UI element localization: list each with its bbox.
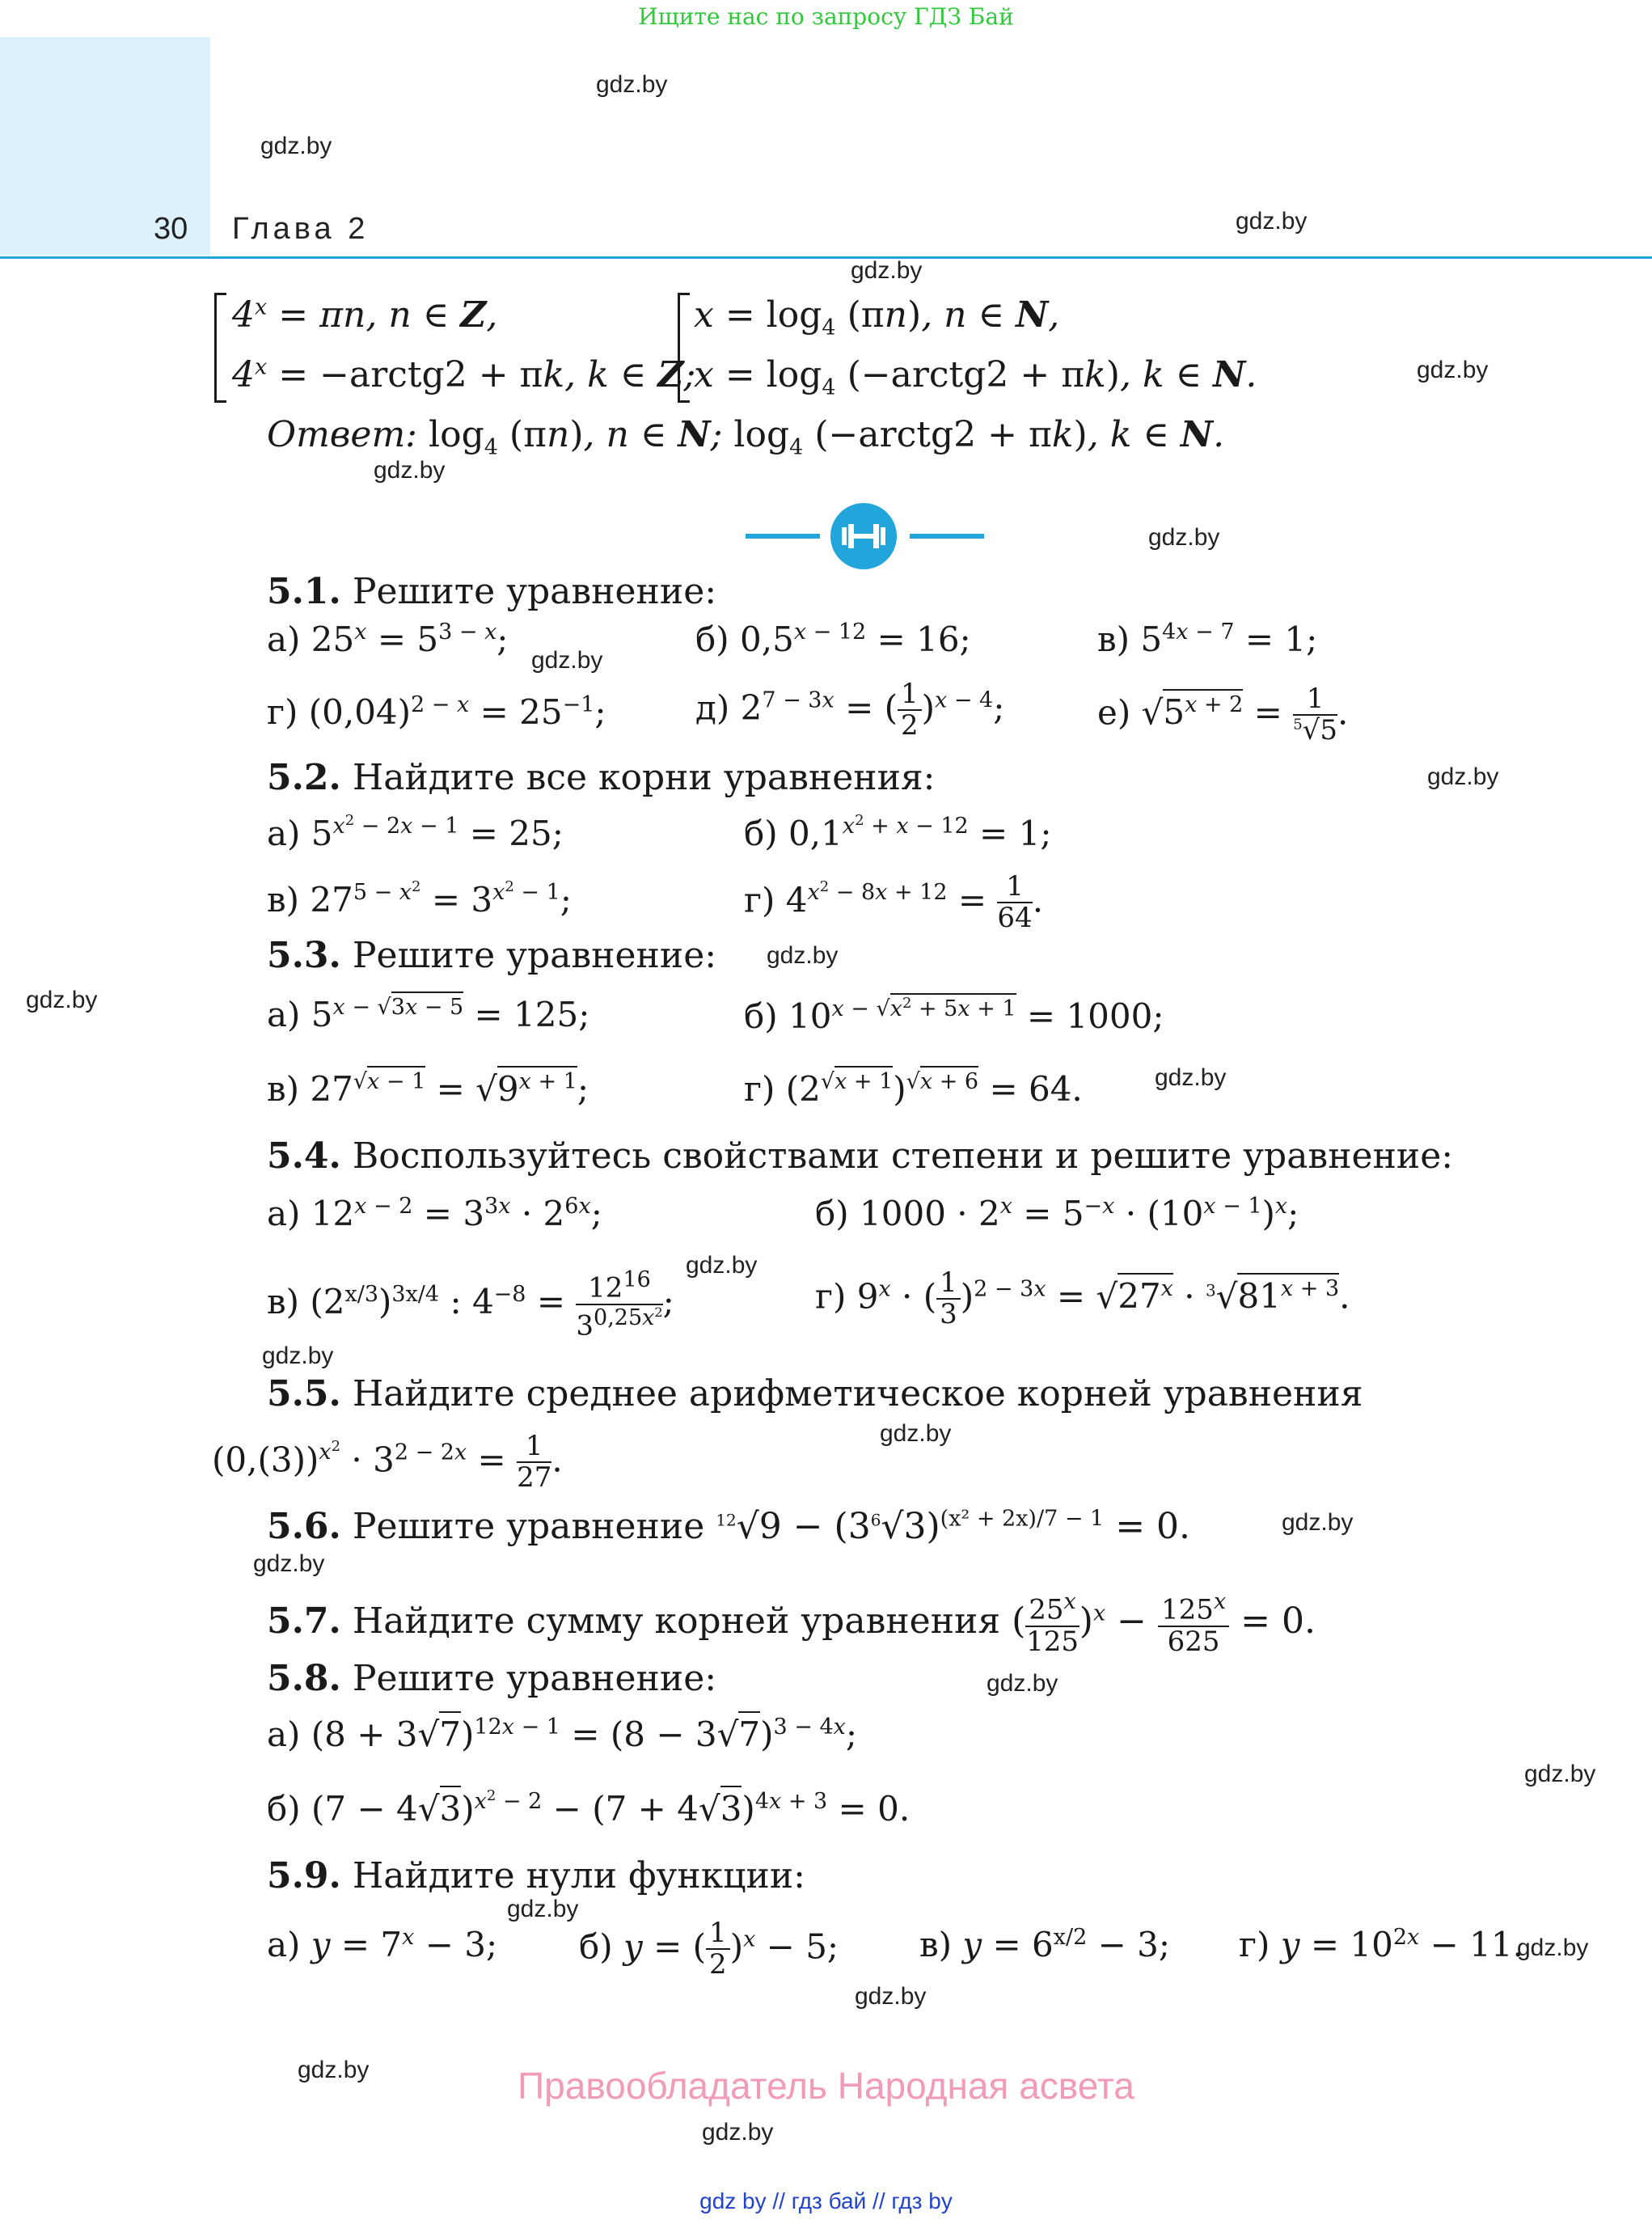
task-5-5-equation: $(0,(3))^{x^2} \cdot 3^{2 - 2x}$ = $\frac{1}{27}$ .: [212, 1430, 563, 1495]
task-5-9-v: в) $y = 6^{x/2} - 3$;: [919, 1925, 1171, 1964]
watermark: gdz.by: [596, 71, 668, 98]
task-5-1-b: б) $0,5^{x - 12} = 16$;: [695, 619, 971, 659]
watermark: gdz.by: [767, 942, 839, 969]
system-right-line1: $x = \log_4 (\pi n)$, n ∈ N,: [694, 294, 1060, 340]
task-5-4-heading: 5.4. Воспользуйтесь свойствами степени и решите уравнение:: [267, 1135, 1454, 1177]
watermark: gdz.by: [507, 1896, 579, 1922]
task-5-2-g: г) $4^{x^2 - 8x + 12}$ = $\frac{1}{64}$ .: [744, 870, 1044, 935]
copyright-notice: Правообладатель Народная асвета: [518, 2065, 1134, 2107]
watermark: gdz.by: [851, 257, 923, 284]
task-5-4-b: б) $1000 \cdot 2^x = 5^{-x} \cdot (10^{x - 1})^x$;: [815, 1194, 1299, 1233]
watermark: gdz.by: [880, 1420, 952, 1447]
task-5-8-a: а) $(8 + 3√7)^{12x - 1} = (8 - 3√7)^{3 - 4x}$;: [267, 1715, 857, 1754]
task-5-9-b: б) y = ( $\frac{1}{2}$ )$^x$ − 5;: [579, 1917, 839, 1981]
task-5-9-g: г) $y = 10^{2x} - 11$.: [1239, 1925, 1523, 1964]
answer-label: Ответ:: [267, 414, 417, 455]
task-5-2-v: в) $27^{5 - x^2} = 3^{x^2 - 1}$;: [267, 878, 572, 920]
task-5-5-heading: 5.5. Найдите среднее арифметическое корней уравнения: [267, 1373, 1363, 1414]
left-bracket: [214, 293, 226, 403]
watermark: gdz.by: [1517, 1934, 1589, 1961]
page-number: 30: [154, 212, 188, 246]
task-5-3-b: б) $10^{x - √x^2 + 5x + 1} = 1000$;: [744, 995, 1164, 1036]
watermark: gdz.by: [1236, 208, 1308, 235]
task-5-1-heading: 5.1. Решите уравнение:: [267, 571, 717, 612]
dumbbell-icon: [830, 503, 897, 569]
watermark: gdz.by: [253, 1550, 325, 1577]
task-5-4-g: г) $9^x$ · ( $\frac{1}{3}$ )$^{2 - 3x} = √27^x \cdot ^3√81^{x + 3}$.: [815, 1266, 1350, 1331]
watermark: gdz.by: [374, 457, 446, 484]
task-5-3-heading: 5.3. Решите уравнение:: [267, 935, 717, 976]
task-5-3-g: г) $(2^{√x + 1})^{√x + 6} = 64$.: [744, 1069, 1083, 1109]
task-5-1-v: в) $5^{4x - 7} = 1$;: [1097, 619, 1318, 659]
header-rule: [0, 256, 1652, 259]
task-5-2-b: б) $0,1^{x^2 + x - 12} = 1$;: [744, 812, 1052, 853]
watermark: gdz.by: [298, 2057, 370, 2083]
system-left-line1: 4$^x$ = πn, n ∈ Z,: [232, 294, 498, 336]
watermark: gdz.by: [855, 1983, 927, 2010]
bottom-links[interactable]: gdz by // гдз бай // гдз by: [699, 2188, 953, 2213]
task-5-1-d: д) $2^{7 - 3x}$ = ( $\frac{1}{2}$ )$^{x - 4}$;: [695, 678, 1005, 742]
task-5-9-a: а) $y = 7^x - 3$;: [267, 1925, 498, 1964]
task-5-4-a: а) $12^{x - 2} = 3^{3x} \cdot 2^{6x}$;: [267, 1194, 602, 1233]
watermark: gdz.by: [531, 647, 603, 674]
task-5-8-heading: 5.8. Решите уравнение:: [267, 1658, 717, 1699]
watermark: gdz.by: [26, 987, 98, 1013]
task-5-3-v: в) $27^{√x - 1} = √9^{x + 1}$;: [267, 1069, 589, 1109]
top-banner[interactable]: Ищите нас по запросу ГДЗ Бай: [638, 3, 1014, 30]
divider-line-right: [910, 534, 984, 539]
answer-line: Ответ: $\log_4 (\pi n)$, n ∈ N; $\log_4$ (−arctg2 + πk), k ∈ N.: [267, 414, 1225, 460]
task-5-2-heading: 5.2. Найдите все корни уравнения:: [267, 757, 936, 798]
watermark: gdz.by: [1155, 1064, 1227, 1091]
watermark: gdz.by: [987, 1670, 1058, 1697]
task-5-2-a: а) $5^{x^2 - 2x - 1} = 25$;: [267, 812, 564, 853]
task-5-1-e: е) $√5^{x + 2}$ = $\frac{1}{^5√5}$ .: [1097, 683, 1349, 747]
divider-line-left: [746, 534, 820, 539]
watermark: gdz.by: [262, 1342, 334, 1369]
system-right-line2: $x = \log_4$ (−arctg2 + πk), k ∈ N.: [694, 354, 1257, 400]
watermark: gdz.by: [260, 133, 332, 159]
watermark: gdz.by: [1427, 763, 1499, 790]
watermark: gdz.by: [702, 2119, 774, 2146]
task-5-4-v: в) $(2^{x/3})^{3x/4}$ : $4^{-8}$ = $\frac{12^{16}}{3^{0,25x^2}}$ ;: [267, 1267, 674, 1342]
task-5-9-heading: 5.9. Найдите нули функции:: [267, 1855, 805, 1896]
watermark: gdz.by: [1524, 1761, 1596, 1787]
task-5-1-a: а) $25^x = 5^{3 - x}$;: [267, 619, 509, 659]
task-5-7: 5.7. Найдите сумму корней уравнения ( $\frac{25^x}{125}$ )$^x$ − $\frac{125^x}{625}$ = 0.: [267, 1589, 1316, 1658]
chapter-title: Глава 2: [232, 212, 370, 246]
watermark: gdz.by: [686, 1252, 758, 1279]
right-bracket: [678, 293, 690, 403]
system-left-line2: 4$^x$ = −arctg2 + πk, k ∈ Z;: [232, 354, 696, 395]
task-5-1-g: г) $(0,04)^{2 - x} = 25^{-1}$;: [267, 692, 606, 732]
task-5-6: 5.6. Решите уравнение $^{12}√9 - (3^6√3)^{(x^2 + 2x)/7 - 1} = 0$.: [267, 1506, 1191, 1547]
task-5-3-a: а) $5^{x - √3x - 5} = 125$;: [267, 995, 589, 1034]
watermark: gdz.by: [1282, 1509, 1354, 1536]
watermark: gdz.by: [1417, 357, 1489, 383]
task-5-8-b: б) $(7 - 4√3)^{x^2 - 2} - (7 + 4√3)^{4x + 3} = 0$.: [267, 1787, 911, 1829]
watermark: gdz.by: [1148, 524, 1220, 551]
